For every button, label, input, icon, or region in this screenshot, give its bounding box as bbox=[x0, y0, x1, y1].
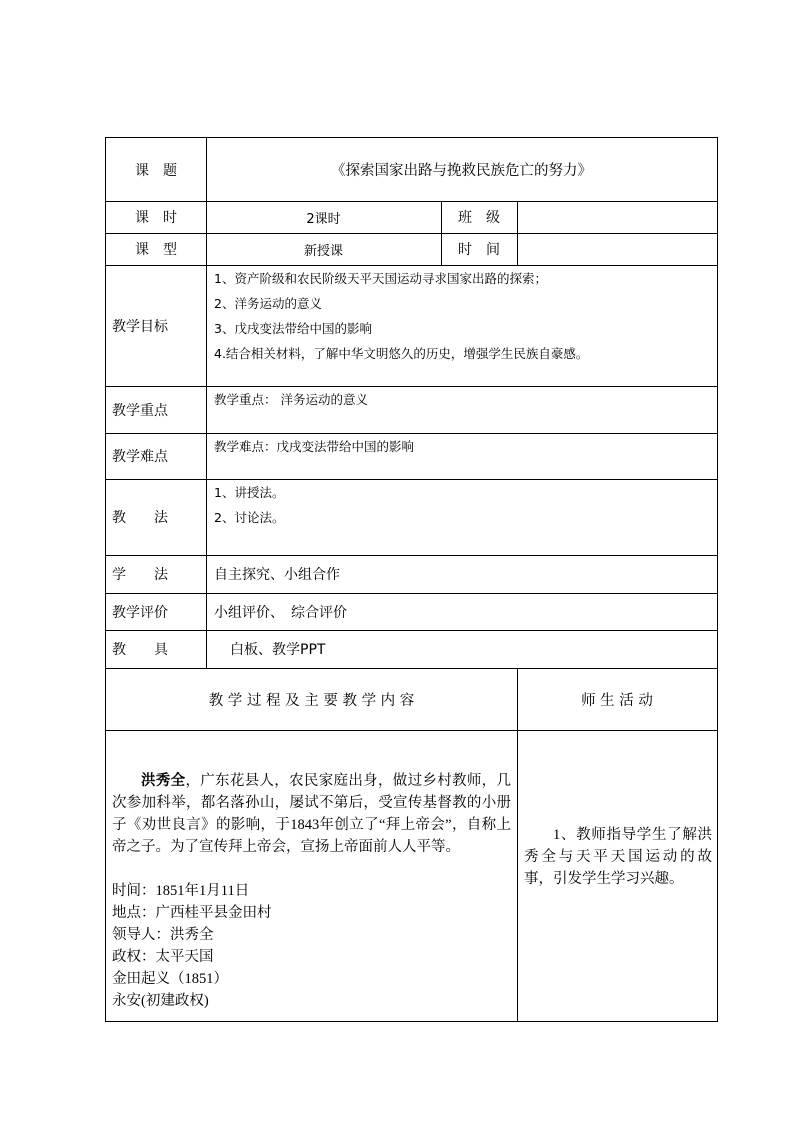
goal-item: 1、资产阶级和农民阶级天平天国运动寻求国家出路的探索； bbox=[214, 271, 547, 286]
row-divider bbox=[106, 730, 717, 731]
activity-item: 1、教师指导学生了解洪秀全与天平天国运动的故事，引发学生学习兴趣。 bbox=[524, 827, 712, 887]
fact-line: 地点：广西桂平县金田村 bbox=[112, 905, 272, 921]
difficulty-label: 教学难点 bbox=[112, 449, 168, 465]
type-value: 新授课 bbox=[303, 243, 343, 259]
activity-content bbox=[524, 824, 712, 944]
fact-line: 时间：1851年1月11日 bbox=[112, 883, 250, 899]
fact-line: 政权：太平天国 bbox=[112, 949, 214, 965]
teaching-method-list bbox=[214, 480, 714, 554]
method-item: 2、讨论法。 bbox=[214, 510, 285, 525]
process-header: 教 学 过 程 及 主 要 教 学 内 容 bbox=[208, 692, 415, 709]
process-content bbox=[112, 770, 511, 1022]
evaluation-value: 小组评价、 综合评价 bbox=[214, 604, 347, 621]
activity-header: 师 生 活 动 bbox=[581, 692, 653, 709]
study-method-label: 学 法 bbox=[112, 567, 168, 583]
intro-name: 洪秀全 bbox=[141, 773, 186, 789]
teaching-method-label: 教 法 bbox=[112, 510, 168, 526]
hours-value: 2课时 bbox=[306, 211, 341, 227]
key-point-value: 教学重点： 洋务运动的意义 bbox=[214, 392, 368, 407]
goals-list bbox=[214, 266, 714, 386]
class-value bbox=[517, 201, 717, 233]
type-label: 课 型 bbox=[135, 242, 177, 258]
key-point-label: 教学重点 bbox=[112, 402, 168, 419]
tools-label: 教 具 bbox=[112, 642, 168, 658]
difficulty-value: 教学难点：戊戌变法带给中国的影响 bbox=[214, 439, 415, 454]
topic-label: 课 题 bbox=[135, 162, 177, 179]
fact-line: 领导人：洪秀全 bbox=[112, 927, 214, 943]
hours-label: 课 时 bbox=[135, 210, 177, 226]
lesson-plan-table bbox=[105, 137, 718, 1022]
evaluation-label: 教学评价 bbox=[112, 604, 168, 621]
intro-text: ，广东花县人，农民家庭出身，做过乡村教师，几次参加科举，都名落孙山，屡试不第后，受宣传基督教的小册子《劝世良言》的影响，于1843年创立了“拜上帝会”，自称上帝之子。为了宣传拜上帝会，宣扬上帝面前人人平等。 bbox=[112, 773, 511, 855]
intro-paragraph bbox=[112, 770, 511, 858]
goal-item: 3、戊戌变法带给中国的影响 bbox=[214, 321, 372, 336]
tools-value: 白板、教学PPT bbox=[230, 642, 326, 658]
class-label: 班 级 bbox=[458, 210, 500, 226]
goal-item: 2、洋务运动的意义 bbox=[214, 296, 322, 311]
study-method-value: 自主探究、小组合作 bbox=[214, 567, 340, 583]
method-item: 1、讲授法。 bbox=[214, 485, 285, 500]
fact-line: 永安(初建政权) bbox=[112, 993, 209, 1009]
time-value bbox=[517, 233, 717, 265]
goals-label: 教学目标 bbox=[112, 318, 168, 335]
time-label: 时 间 bbox=[458, 242, 500, 258]
topic-value: 《探索国家出路与挽救民族危亡的努力》 bbox=[331, 163, 592, 179]
fact-line: 金田起义（1851） bbox=[112, 971, 228, 987]
goal-item: 4.结合相关材料，了解中华文明悠久的历史，增强学生民族自豪感。 bbox=[214, 346, 589, 361]
